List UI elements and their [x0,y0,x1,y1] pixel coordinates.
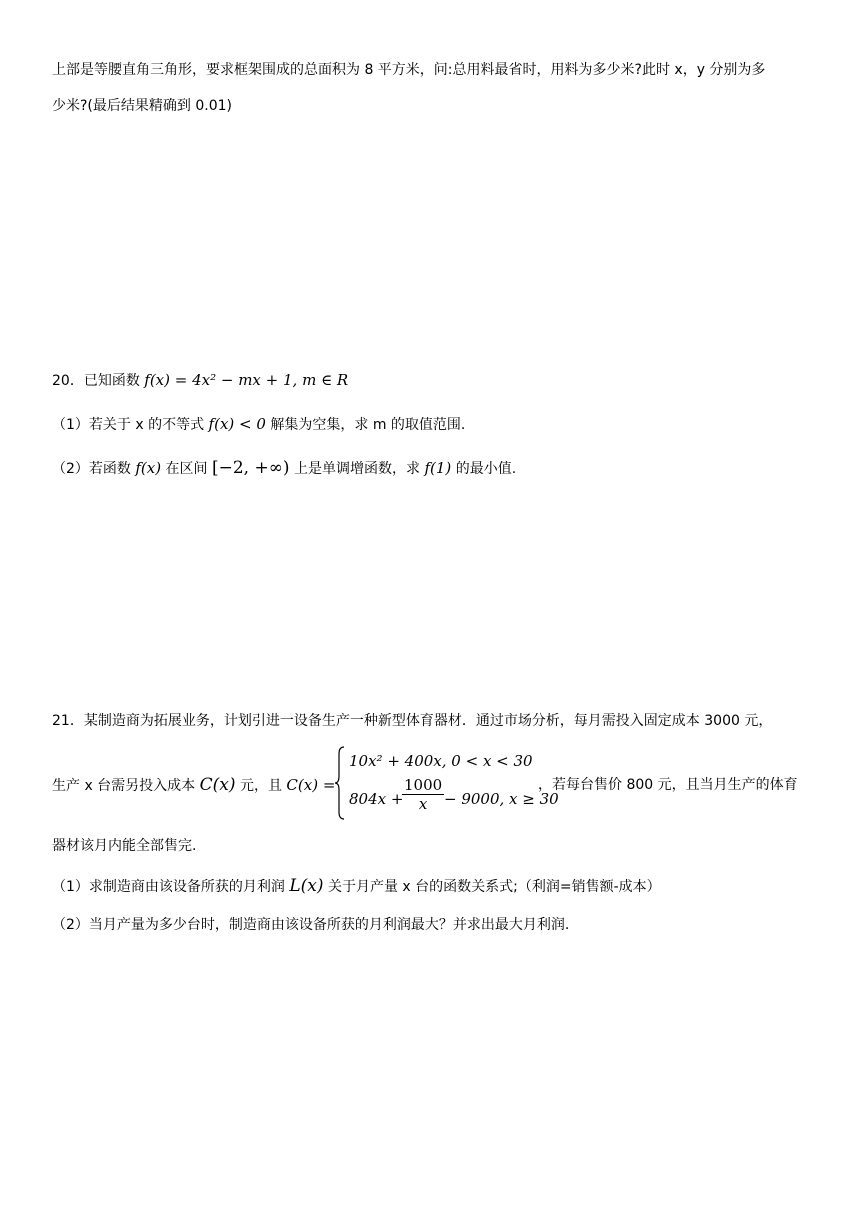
q21-case-1: 10x² + 400x, 0 < x < 30 [349,752,533,770]
q21-cx-def: C(x) = [286,776,336,794]
q20-p2-mid: 在区间 [161,461,212,477]
q20-p1-inequality: f(x) < 0 [208,415,266,433]
q20-p2-mid2: 上是单调增函数，求 [289,461,425,477]
fraction-denominator: x [418,795,428,813]
q21-part-2: （2）当月产量为多少台时，制造商由该设备所获的月利润最大？并求出最大月利润. [52,917,570,933]
q20-p2-f1: f(1) [424,459,452,477]
q20-p2-suffix: 的最小值. [451,461,517,477]
q21-line2-suffix: ，若每台售价 800 元，且当月生产的体育 [538,777,798,793]
q20-p2-prefix: （2）若函数 [52,461,136,477]
q20-part-2 [52,458,516,479]
q21-cx: C(x) [199,775,236,795]
q21-stem: 21．某制造商为拓展业务，计划引进一设备生产一种新型体育器材．通过市场分析，每月需投入固定成本 3000 元， [52,713,773,729]
q21-case-2-fraction [402,776,444,813]
q20-p2-fx: f(x) [135,459,162,477]
q21-line-3: 器材该月内能全部售完. [52,838,197,854]
q19-line-2: 少米?(最后结果精确到 0.01) [52,98,232,114]
q20-part-1 [52,414,465,435]
q21-line-2-left [52,775,335,796]
q20-p1-prefix: （1）若关于 x 的不等式 [52,417,209,433]
q21-line2-prefix: 生产 x 台需另投入成本 [52,778,200,794]
fraction-numerator: 1000 [404,776,443,794]
q19-line-1: 上部是等腰直角三角形，要求框架围成的总面积为 8 平方米，问:总用料最省时，用料为多少米?此时 x，y 分别为多 [52,62,766,78]
piecewise-brace [335,746,345,820]
q21-part-1 [52,876,661,897]
q20-stem [52,370,348,391]
q21-p1-suffix: 关于月产量 x 台的函数关系式;（利润=销售额-成本） [323,879,661,895]
q20-p1-suffix: 解集为空集，求 m 的取值范围. [265,417,466,433]
q21-line2-mid: 元，且 [235,778,287,794]
q21-case-2-b: − 9000, x ≥ 30 [444,790,559,808]
q21-case-2-a: 804x + [349,790,404,808]
q20-stem-text: 20．已知函数 [52,373,145,389]
q20-p2-interval: [−2, +∞) [211,458,290,478]
q21-p1-prefix: （1）求制造商由该设备所获的月利润 [52,879,290,895]
q20-function-formula: f(x) = 4x² − mx + 1, m ∈ R [144,371,349,389]
q21-lx: L(x) [289,876,324,896]
